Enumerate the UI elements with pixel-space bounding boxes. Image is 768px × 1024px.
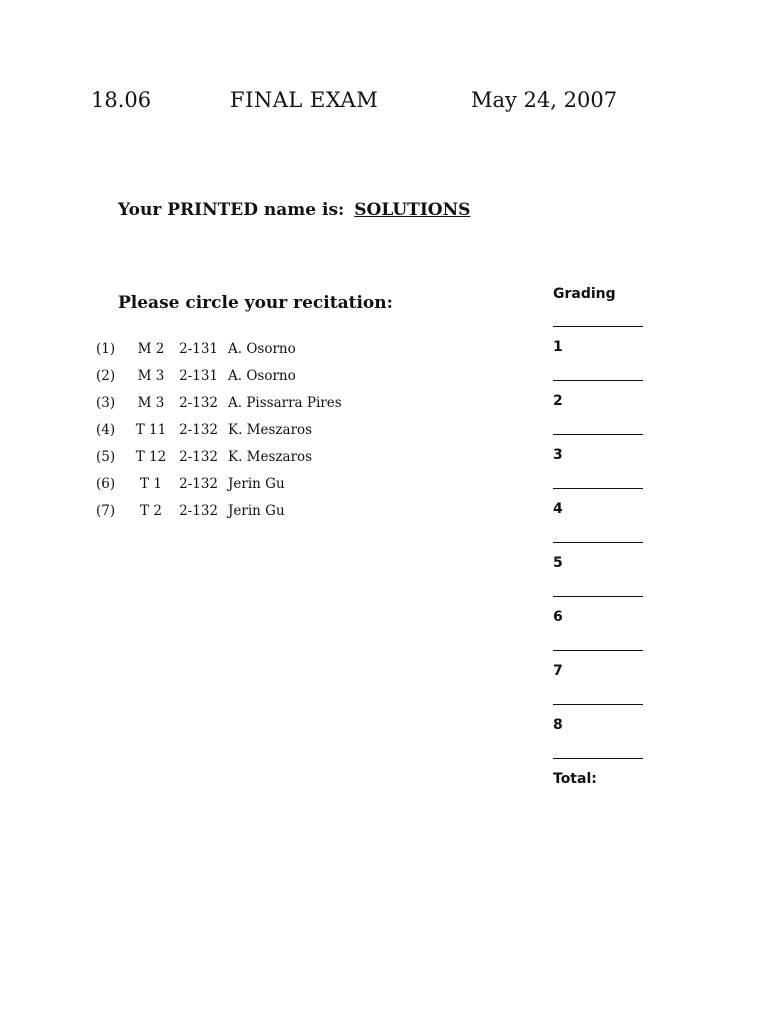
recitation-room: 2-132 — [179, 475, 218, 492]
printed-name-value: SOLUTIONS — [354, 200, 471, 220]
recitation-row — [92, 443, 368, 470]
recitation-row — [92, 335, 368, 362]
recitation-time: T 2 — [140, 502, 162, 519]
recitation-table — [92, 335, 368, 524]
recitation-time: T 12 — [135, 448, 167, 465]
recitation-room: 2-132 — [179, 502, 218, 519]
recitation-number: (1) — [96, 340, 116, 357]
recitation-number: (3) — [96, 394, 116, 411]
recitation-instructor: K. Meszaros — [228, 421, 313, 438]
recitation-time: T 1 — [140, 475, 162, 492]
recitation-time: M 3 — [137, 367, 165, 384]
grading-problem-1: 1 — [553, 339, 563, 355]
recitation-number: (6) — [96, 475, 116, 492]
grading-problem-2: 2 — [553, 393, 563, 409]
grading-problem-5: 5 — [553, 555, 563, 571]
recitation-room: 2-131 — [179, 340, 218, 357]
recitation-number: (2) — [96, 367, 116, 384]
grading-problem-8: 8 — [553, 717, 563, 733]
recitation-number: (7) — [96, 502, 116, 519]
recitation-number: (4) — [96, 421, 116, 438]
printed-name-label: Your PRINTED name is: — [118, 200, 345, 220]
grading-title: Grading — [553, 286, 616, 302]
recitation-room: 2-131 — [179, 367, 218, 384]
recitation-row — [92, 416, 368, 443]
recitation-instructor: A. Osorno — [228, 367, 296, 384]
recitation-room: 2-132 — [179, 421, 218, 438]
recitation-row — [92, 470, 368, 497]
recitation-time: M 3 — [137, 394, 165, 411]
grading-total-label: Total: — [553, 771, 597, 787]
grading-box — [553, 284, 643, 787]
exam-date: May 24, 2007 — [471, 88, 618, 112]
recitation-room: 2-132 — [179, 448, 218, 465]
grading-problem-7: 7 — [553, 663, 563, 679]
course-number: 18.06 — [91, 88, 152, 112]
recitation-room: 2-132 — [179, 394, 218, 411]
recitation-row — [92, 362, 368, 389]
recitation-instructor: K. Meszaros — [228, 448, 313, 465]
printed-name-row — [118, 200, 470, 220]
recitation-heading: Please circle your recitation: — [118, 293, 393, 313]
recitation-time: T 11 — [135, 421, 167, 438]
exam-title: FINAL EXAM — [230, 88, 379, 112]
recitation-row — [92, 389, 368, 416]
recitation-row — [92, 497, 368, 524]
grading-problem-4: 4 — [553, 501, 563, 517]
grading-problem-6: 6 — [553, 609, 563, 625]
recitation-number: (5) — [96, 448, 116, 465]
recitation-time: M 2 — [137, 340, 165, 357]
grading-problem-3: 3 — [553, 447, 563, 463]
recitation-instructor: A. Pissarra Pires — [228, 394, 342, 411]
recitation-instructor: A. Osorno — [228, 340, 296, 357]
recitation-instructor: Jerin Gu — [228, 502, 285, 519]
recitation-instructor: Jerin Gu — [228, 475, 285, 492]
